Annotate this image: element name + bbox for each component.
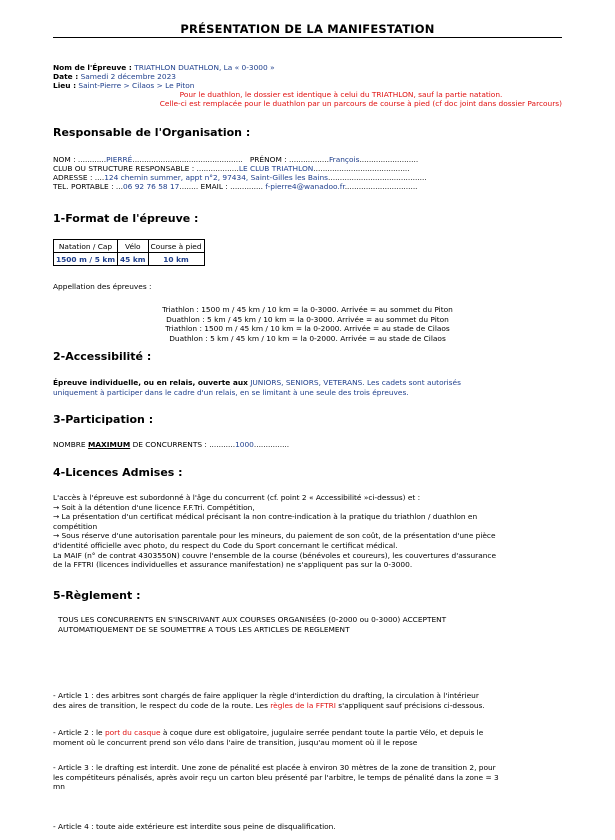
participation-label-before: NOMBRE [53, 440, 86, 449]
licences-text [53, 493, 562, 570]
format-value-cell: 1500 m / 5 km [54, 253, 118, 266]
event-place-value: Saint-Pierre > Cilaos > Le Piton [78, 81, 195, 90]
event-name-line [53, 63, 275, 72]
nom-dots: ............................................... [132, 155, 243, 164]
club-value: LE CLUB TRIATHLON [238, 164, 314, 173]
accessibilite-bold: Épreuve individuelle, ou en relais, ouverte aux [53, 378, 248, 387]
participation-heading: 3-Participation : [53, 413, 154, 426]
format-table [53, 239, 205, 266]
event-date-line [53, 72, 176, 81]
article-1-line2 [53, 701, 562, 711]
accessibilite-line2: uniquement à participer dans le cadre d'un relais, en se limitant à une seule des trois épreuves. [53, 387, 409, 397]
format-header-cell: Course à pied [148, 240, 204, 253]
article-2-text: - Article 2 : le [53, 728, 103, 737]
event-name-value: TRIATHLON DUATHLON, La « 0-3000 » [134, 63, 275, 72]
format-table-value-row [54, 253, 205, 266]
article-1-highlight: règles de la FFTRI [270, 700, 336, 710]
participation-value: 1000 [235, 440, 254, 449]
event-note-line1: Pour le duathlon, le dossier est identique à celui du TRIATHLON, sauf la partie natation. [179, 90, 503, 99]
event-date-value: Samedi 2 décembre 2023 [80, 72, 176, 81]
article-3-line1: - Article 3 : le drafting est interdit. Une zone de pénalité est placée à environ 30 mètres de la zone de transition 2, pour [53, 763, 496, 772]
participation-line [53, 440, 289, 449]
participation-dots: ............... [253, 440, 290, 449]
email-label: EMAIL : .............. [200, 182, 264, 191]
organisation-club-line [53, 164, 410, 173]
format-heading: 1-Format de l'épreuve : [53, 212, 199, 225]
article-2-highlight: port du casque [104, 728, 161, 737]
event-date-label: Date : [53, 72, 79, 81]
participation-label-after: DE CONCURRENTS : ........... [132, 440, 236, 449]
reglement-intro [58, 615, 562, 634]
format-value-cell: 10 km [148, 253, 204, 266]
tel-dots: ........ [179, 182, 199, 191]
club-label: CLUB OU STRUCTURE RESPONSABLE : .................. [53, 164, 239, 173]
article-4: - Article 4 : toute aide extérieure est interdite sous peine de disqualification. [53, 822, 336, 831]
organisation-tel-line [53, 182, 418, 191]
accessibilite-blue: JUNIORS, SENIORS, VETERANS. Les cadets sont autorisés [250, 378, 461, 387]
event-note-line2: Celle-ci est remplacée pour le duathlon par un parcours de course à pied (cf doc joint dans dossier Parcours) [159, 99, 562, 108]
adresse-label: ADRESSE : .... [53, 173, 105, 182]
appellation-label: Appellation des épreuves : [53, 282, 152, 291]
licences-maif-b: de la FFTRI (licences individuelles et assurance manifestation) ne s'appliquent pas sur la 0-3000. [53, 560, 413, 570]
reglement-intro-b: AUTOMATIQUEMENT DE SE SOUMETTRE A TOUS LES ARTICLES DE REGLEMENT [58, 624, 350, 634]
licences-intro: L'accès à l'épreuve est subordonné à l'âge du concurrent (cf. point 2 « Accessibilité »ci-dessus) et : [53, 493, 421, 502]
event-place-line [53, 81, 194, 90]
organisation-adresse-line [53, 173, 427, 182]
page-title: PRÉSENTATION DE LA MANIFESTATION [53, 22, 562, 38]
reglement-intro-a: TOUS LES CONCURRENTS EN S'INSCRIVANT AUX COURSES ORGANISÉES (0-2000 ou 0-3000) ACCEPTENT [58, 615, 447, 624]
licences-item3b: d'identité officielle avec photo, du respect du Code du Sport concernant le certificat médical. [53, 540, 398, 550]
organisation-nom-line [53, 155, 418, 164]
format-value-cell: 45 km [118, 253, 148, 266]
licences-item2a: → La présentation d'un certificat médical précisant la non contre-indication à la pratique du triathlon / duathlon en [53, 512, 478, 522]
accessibilite-heading: 2-Accessibilité : [53, 350, 152, 363]
format-header-cell: Natation / Cap [54, 240, 118, 253]
article-1-text-end: s'appliquent sauf précisions ci-dessous. [338, 700, 485, 710]
tel-label: TEL. PORTABLE : ... [53, 182, 123, 191]
event-list-item: Triathlon : 1500 m / 45 km / 10 km = la 0-2000. Arrivée = au stade de Cilaos [165, 324, 450, 334]
licences-item3a: → Sous réserve d'une autorisation parentale pour les mineurs, du paiement de son coût, de la présentation d'une pièce [53, 531, 496, 541]
article-2-line2: moment où le concurrent prend son vélo dans l'aire de transition, jusqu'au moment où il le repose [53, 737, 418, 747]
article-2-text-end: à coque dure est obligatoire, jugulaire serrée pendant toute la partie Vélo, et depuis le [162, 728, 484, 737]
prenom-label: PRÉNOM : ................. [249, 155, 329, 164]
adresse-dots: .......................................... [328, 173, 427, 182]
email-value: f-pierre4@wanadoo.fr [265, 182, 345, 191]
accessibilite-text [53, 378, 562, 397]
licences-item2b: compétition [53, 521, 98, 531]
prenom-dots: ......................... [359, 155, 419, 164]
tel-value: 06 92 76 58 17 [122, 182, 180, 191]
prenom-value: François [328, 155, 360, 164]
article-1-line1: - Article 1 : des arbitres sont chargés de faire appliquer la règle d'interdiction du drafting, la circulation à l'intérieur [53, 691, 479, 700]
email-dots: ............................... [344, 182, 418, 191]
club-dots: ......................................... [313, 164, 410, 173]
reglement-heading: 5-Règlement : [53, 589, 141, 602]
article-3 [53, 763, 562, 792]
format-table-header-row [54, 240, 205, 253]
accessibilite-line1 [53, 378, 562, 388]
article-1-text: des aires de transition, le respect du code de la route. Les [53, 700, 268, 710]
licences-maif-a: La MAIF (n° de contrat 4303550N) couvre l'ensemble de la course (bénévoles et coureurs), les couvertures d'assurance [53, 550, 497, 560]
nom-value: PIERRÉ [106, 155, 133, 164]
licences-heading: 4-Licences Admises : [53, 466, 183, 479]
event-list-item: Duathlon : 5 km / 45 km / 10 km = la 0-2000. Arrivée = au stade de Cilaos [169, 333, 446, 343]
event-list-item: Triathlon : 1500 m / 45 km / 10 km = la 0-3000. Arrivée = au sommet du Piton [162, 305, 453, 314]
event-list [53, 305, 562, 343]
article-3-line2: les compétiteurs pénalisés, après avoir reçu un carton bleu présenté par l'arbitre, le temps de pénalité dans la zone = 3 [53, 772, 499, 782]
article-2-line1 [53, 728, 562, 738]
adresse-value: 124 chemin summer, appt n°2, 97434, Saint-Gilles les Bains [104, 173, 329, 182]
article-3-line3: mn [53, 782, 65, 792]
article-2 [53, 728, 562, 747]
event-place-label: Lieu : [53, 81, 77, 90]
organisation-heading: Responsable de l'Organisation : [53, 126, 251, 139]
licences-item1: → Soit à la détention d'une licence F.F.Tri. Compétition, [53, 502, 255, 512]
participation-label-bold: MAXIMUM [87, 440, 131, 449]
event-list-item: Duathlon : 5 km / 45 km / 10 km = la 0-3000. Arrivée = au sommet du Piton [166, 314, 449, 324]
event-name-label: Nom de l'Épreuve : [53, 63, 132, 72]
article-1 [53, 691, 562, 710]
format-header-cell: Vélo [118, 240, 148, 253]
nom-label: NOM : ............ [53, 155, 107, 164]
